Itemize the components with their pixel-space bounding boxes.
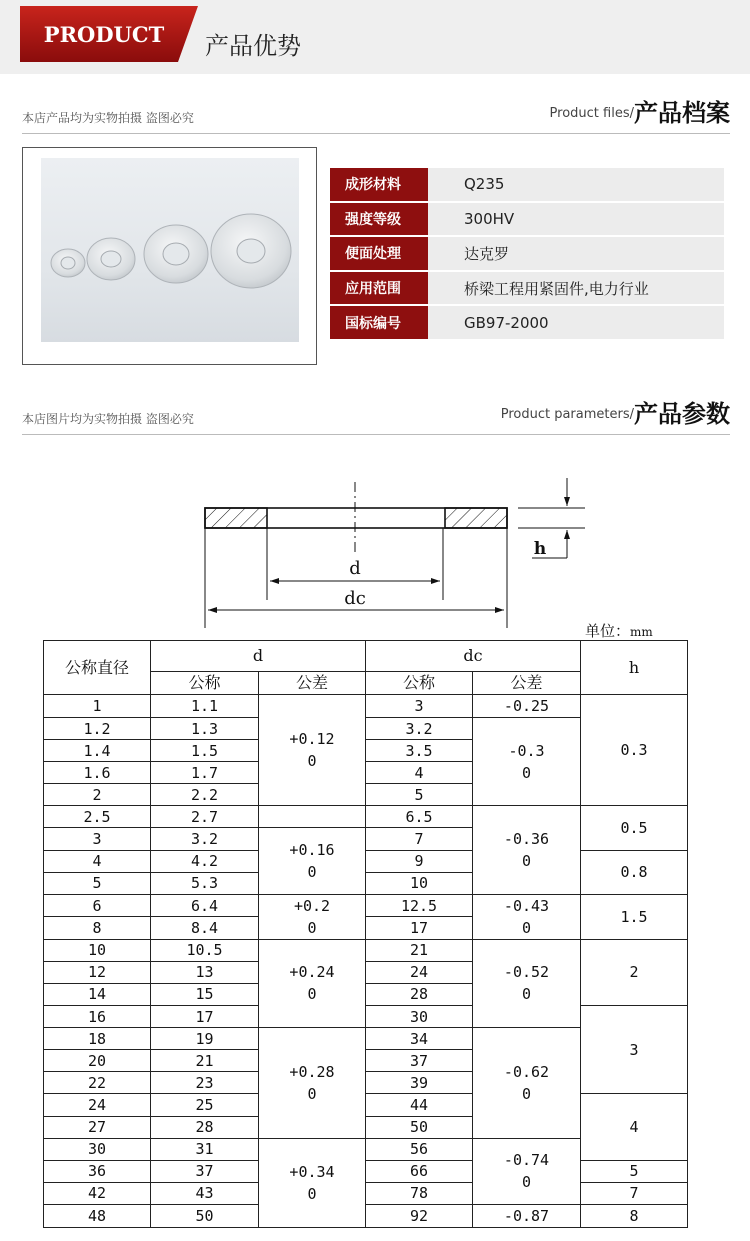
cell-d-nominal: 8.4 [151,917,259,940]
unit-mm: mm [630,625,653,639]
tolerance-upper: -0.87 [503,1206,550,1225]
cell-d-nominal: 2.2 [151,784,259,806]
tolerance-lower: 0 [307,863,317,882]
cell-d-tolerance [259,695,366,806]
cell-nominal-diameter: 6 [44,894,151,917]
header-dc: dc [366,641,581,672]
cell-nominal-diameter: 12 [44,961,151,983]
cell-dc-nominal: 24 [366,961,473,983]
cell-d-nominal: 15 [151,983,259,1005]
cell-dc-nominal: 21 [366,939,473,961]
cell-d-nominal: 21 [151,1050,259,1072]
tolerance-upper: +0.2 [293,896,331,915]
section-heading-params [22,391,730,431]
cell-dc-nominal: 6.5 [366,806,473,828]
spec-key: 国标编号 [330,306,428,341]
spec-value: 达克罗 [428,237,724,272]
cell-d-nominal: 37 [151,1160,259,1182]
cell-d-tolerance [259,1028,366,1138]
cell-dc-tolerance [473,1028,581,1138]
unit-label [585,620,653,641]
subheader-dc-nominal: 公称 [366,672,473,695]
cell-d-nominal: 2.7 [151,806,259,828]
section-cn-title: 产品参数 [634,400,730,428]
cell-h: 3 [581,1006,688,1094]
cell-d-nominal: 25 [151,1094,259,1116]
dimension-label-dc: dc [344,588,366,609]
cell-h: 5 [581,1160,688,1182]
table-row [44,695,688,718]
spec-value: GB97-2000 [428,306,724,341]
cell-dc-tolerance [473,718,581,806]
product-tab-label: PRODUCT [43,22,165,47]
dimension-label-h: h [533,539,547,559]
cell-dc-tolerance [473,806,581,894]
cell-dc-tolerance [473,939,581,1027]
cell-d-tolerance [259,894,366,939]
header-nominal-diameter: 公称直径 [44,641,151,695]
copyright-note: 本店产品均为实物拍摄 盗图必究 [22,111,194,125]
cell-dc-nominal: 7 [366,828,473,850]
cell-d-nominal: 5.3 [151,872,259,894]
cell-nominal-diameter: 4 [44,850,151,872]
copyright-note: 本店图片均为实物拍摄 盗图必究 [22,412,194,426]
cell-d-nominal: 3.2 [151,828,259,850]
section-heading-files [22,90,730,130]
cell-nominal-diameter: 5 [44,872,151,894]
cell-d-nominal: 23 [151,1072,259,1094]
washers-image [41,158,299,342]
cell-dc-nominal: 9 [366,850,473,872]
section-en-title: Product files/ [549,106,634,121]
cell-dc-tolerance [473,894,581,939]
header-h: h [581,641,688,695]
tolerance-lower: 0 [307,1184,317,1203]
cell-d-tolerance [259,1138,366,1227]
cell-h: 2 [581,939,688,1005]
header-d: d [151,641,366,672]
spec-row [330,237,724,272]
cell-d-nominal: 4.2 [151,850,259,872]
parameter-table [43,640,688,1228]
spec-row [330,306,724,341]
cell-dc-nominal: 30 [366,1006,473,1028]
cell-h: 1.5 [581,894,688,939]
tolerance-lower: 0 [521,985,532,1004]
cell-dc-nominal: 28 [366,983,473,1005]
cell-nominal-diameter: 1 [44,695,151,718]
spec-value: Q235 [428,168,724,203]
subheader-dc-tolerance: 公差 [473,672,581,695]
cell-dc-nominal: 12.5 [366,894,473,917]
cell-d-nominal: 19 [151,1028,259,1050]
table-row [44,1006,688,1028]
cell-nominal-diameter: 20 [44,1050,151,1072]
cell-dc-nominal: 50 [366,1116,473,1138]
cell-h: 7 [581,1182,688,1204]
cell-nominal-diameter: 24 [44,1094,151,1116]
cell-nominal-diameter: 42 [44,1182,151,1204]
spec-row [330,203,724,238]
cell-d-nominal: 6.4 [151,894,259,917]
unit-prefix: 单位： [585,622,631,640]
tolerance-upper: +0.34 [289,1162,335,1181]
table-row [44,1182,688,1204]
cell-dc-nominal: 66 [366,1160,473,1182]
cell-d-tolerance [259,828,366,894]
tolerance-lower: 0 [307,752,317,771]
spec-key: 便面处理 [330,237,428,272]
tolerance-upper: -0.43 [503,896,550,915]
cell-d-nominal: 1.1 [151,695,259,718]
spec-row [330,168,724,203]
washer-cross-section-drawing [0,470,750,640]
tolerance-lower: 0 [521,918,532,937]
section-divider [22,434,730,435]
tolerance-lower: 0 [521,1173,532,1192]
product-tab-badge [20,6,198,62]
tolerance-upper: -0.36 [503,830,550,849]
tolerance-lower: 0 [521,1084,532,1103]
cell-d-nominal: 1.5 [151,740,259,762]
table-row [44,894,688,917]
table-row [44,850,688,872]
section-en-title: Product parameters/ [500,407,634,422]
tolerance-upper: -0.3 [508,741,545,760]
tolerance-lower: 0 [307,1084,317,1103]
subheader-d-nominal: 公称 [151,672,259,695]
tolerance-lower: 0 [307,918,317,937]
cell-nominal-diameter: 3 [44,828,151,850]
dimension-label-d: d [349,558,361,579]
cell-d-nominal: 50 [151,1204,259,1227]
tolerance-upper: -0.62 [503,1062,550,1081]
cell-nominal-diameter: 16 [44,1006,151,1028]
spec-key: 成形材料 [330,168,428,203]
cell-dc-nominal: 17 [366,917,473,940]
table-row [44,1094,688,1116]
cell-d-nominal: 28 [151,1116,259,1138]
subheader-d-tolerance: 公差 [259,672,366,695]
table-header-row [44,641,688,672]
cell-nominal-diameter: 30 [44,1138,151,1160]
cell-nominal-diameter: 36 [44,1160,151,1182]
table-row [44,1204,688,1227]
cell-dc-nominal: 5 [366,784,473,806]
cell-nominal-diameter: 1.4 [44,740,151,762]
cell-nominal-diameter: 1.6 [44,762,151,784]
cell-dc-nominal: 92 [366,1204,473,1227]
cell-dc-nominal: 34 [366,1028,473,1050]
table-row [44,1160,688,1182]
spec-value: 300HV [428,203,724,238]
cell-dc-tolerance [473,695,581,718]
cell-d-nominal: 1.7 [151,762,259,784]
tolerance-upper: +0.12 [289,730,335,749]
cell-nominal-diameter: 2 [44,784,151,806]
cell-dc-nominal: 56 [366,1138,473,1160]
cell-h: 8 [581,1204,688,1227]
cell-d-nominal: 13 [151,961,259,983]
section-cn-title: 产品档案 [634,99,730,127]
tolerance-lower: 0 [521,852,532,871]
cell-dc-nominal: 3.2 [366,718,473,740]
table-row [44,806,688,828]
cell-nominal-diameter: 18 [44,1028,151,1050]
cell-d-nominal: 43 [151,1182,259,1204]
cell-dc-nominal: 37 [366,1050,473,1072]
cell-nominal-diameter: 14 [44,983,151,1005]
tolerance-lower: 0 [307,985,317,1004]
tolerance-lower: 0 [521,763,532,782]
cell-d-nominal: 31 [151,1138,259,1160]
cell-nominal-diameter: 2.5 [44,806,151,828]
tolerance-upper: +0.24 [289,963,335,982]
cell-dc-nominal: 39 [366,1072,473,1094]
tolerance-upper: -0.74 [503,1151,550,1170]
cell-d-tolerance [259,806,366,828]
cell-dc-tolerance [473,1138,581,1204]
spec-key: 强度等级 [330,203,428,238]
cell-h: 0.5 [581,806,688,850]
cell-dc-nominal: 3 [366,695,473,718]
header-banner [0,0,750,74]
cell-dc-nominal: 4 [366,762,473,784]
cell-d-tolerance [259,939,366,1027]
cell-dc-nominal: 44 [366,1094,473,1116]
cell-h: 0.3 [581,695,688,806]
product-photo [41,158,299,342]
cell-dc-nominal: 3.5 [366,740,473,762]
cell-d-nominal: 1.3 [151,718,259,740]
cell-nominal-diameter: 8 [44,917,151,940]
cell-dc-nominal: 78 [366,1182,473,1204]
tolerance-upper: +0.16 [289,841,335,860]
spec-value: 桥梁工程用紧固件,电力行业 [428,272,724,307]
cell-d-nominal: 17 [151,1006,259,1028]
cell-nominal-diameter: 10 [44,939,151,961]
banner-title: 产品优势 [205,32,301,60]
section-divider [22,133,730,134]
spec-row [330,272,724,307]
spec-list [330,168,724,341]
cell-h: 0.8 [581,850,688,894]
cell-dc-nominal: 10 [366,872,473,894]
cell-nominal-diameter: 27 [44,1116,151,1138]
cell-nominal-diameter: 48 [44,1204,151,1227]
cell-h: 4 [581,1094,688,1160]
tolerance-upper: -0.25 [503,697,550,715]
tolerance-upper: -0.52 [503,963,550,982]
cell-dc-tolerance [473,1204,581,1227]
table-row [44,939,688,961]
cell-nominal-diameter: 22 [44,1072,151,1094]
tolerance-upper: +0.28 [289,1062,335,1081]
product-photo-frame [22,147,317,365]
cell-d-nominal: 10.5 [151,939,259,961]
cell-nominal-diameter: 1.2 [44,718,151,740]
spec-key: 应用范围 [330,272,428,307]
